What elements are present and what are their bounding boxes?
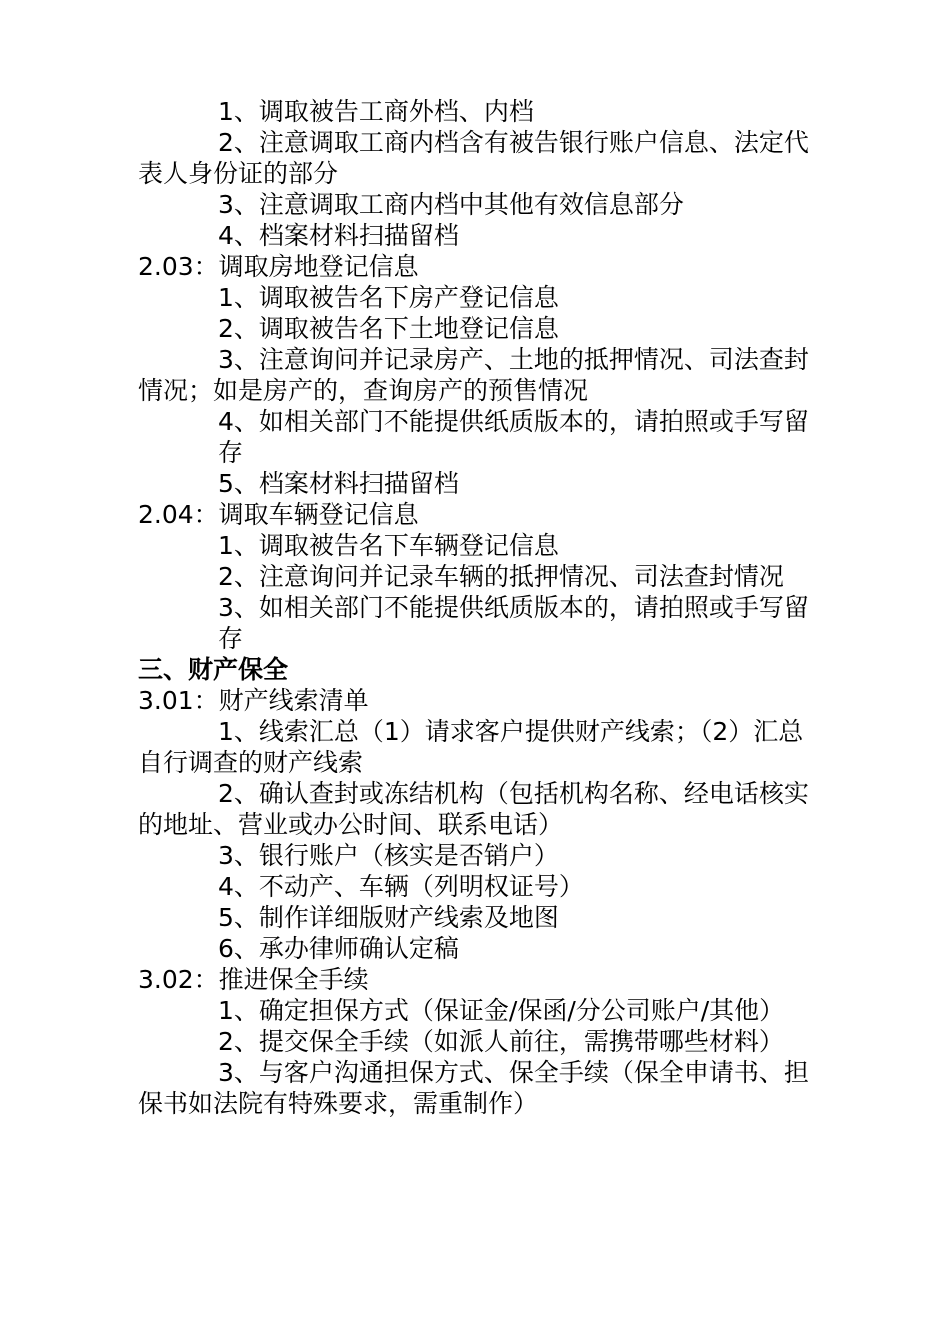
section-heading: 三、财产保全 <box>138 655 289 684</box>
list-item: 2、注意调取工商内档含有被告银行账户信息、法定代表人身份证的部分 <box>138 128 809 188</box>
list-item: 2、确认查封或冻结机构（包括机构名称、经电话核实的地址、营业或办公时间、联系电话） <box>138 779 809 839</box>
list-item: 3、注意询问并记录房产、土地的抵押情况、司法查封情况；如是房产的，查询房产的预售情况 <box>138 345 809 405</box>
list-item: 2、调取被告名下土地登记信息 <box>218 314 559 343</box>
list-item: 1、调取被告名下车辆登记信息 <box>218 531 559 560</box>
list-item: 4、如相关部门不能提供纸质版本的，请拍照或手写留存 <box>218 407 809 467</box>
list-item: 4、档案材料扫描留档 <box>218 221 459 250</box>
document-body <box>138 96 828 1119</box>
list-item: 2、注意询问并记录车辆的抵押情况、司法查封情况 <box>218 562 784 591</box>
list-item: 4、不动产、车辆（列明权证号） <box>218 872 584 901</box>
subheading-2-03: 2.03：调取房地登记信息 <box>138 252 419 281</box>
list-item: 6、承办律师确认定稿 <box>218 934 459 963</box>
list-item: 2、提交保全手续（如派人前往，需携带哪些材料） <box>218 1027 784 1056</box>
list-item: 1、调取被告工商外档、内档 <box>218 97 534 126</box>
list-item: 1、调取被告名下房产登记信息 <box>218 283 559 312</box>
list-item: 3、如相关部门不能提供纸质版本的，请拍照或手写留存 <box>218 593 809 653</box>
list-item: 5、制作详细版财产线索及地图 <box>218 903 559 932</box>
list-item: 1、确定担保方式（保证金/保函/分公司账户/其他） <box>218 996 785 1025</box>
list-item: 1、线索汇总（1）请求客户提供财产线索；（2）汇总自行调查的财产线索 <box>138 717 804 777</box>
list-item: 3、银行账户（核实是否销户） <box>218 841 559 870</box>
subheading-3-01: 3.01：财产线索清单 <box>138 686 369 715</box>
list-item: 3、注意调取工商内档中其他有效信息部分 <box>218 190 684 219</box>
subheading-2-04: 2.04：调取车辆登记信息 <box>138 500 419 529</box>
subheading-3-02: 3.02：推进保全手续 <box>138 965 369 994</box>
list-item: 3、与客户沟通担保方式、保全手续（保全申请书、担保书如法院有特殊要求，需重制作） <box>138 1058 809 1118</box>
list-item: 5、档案材料扫描留档 <box>218 469 459 498</box>
